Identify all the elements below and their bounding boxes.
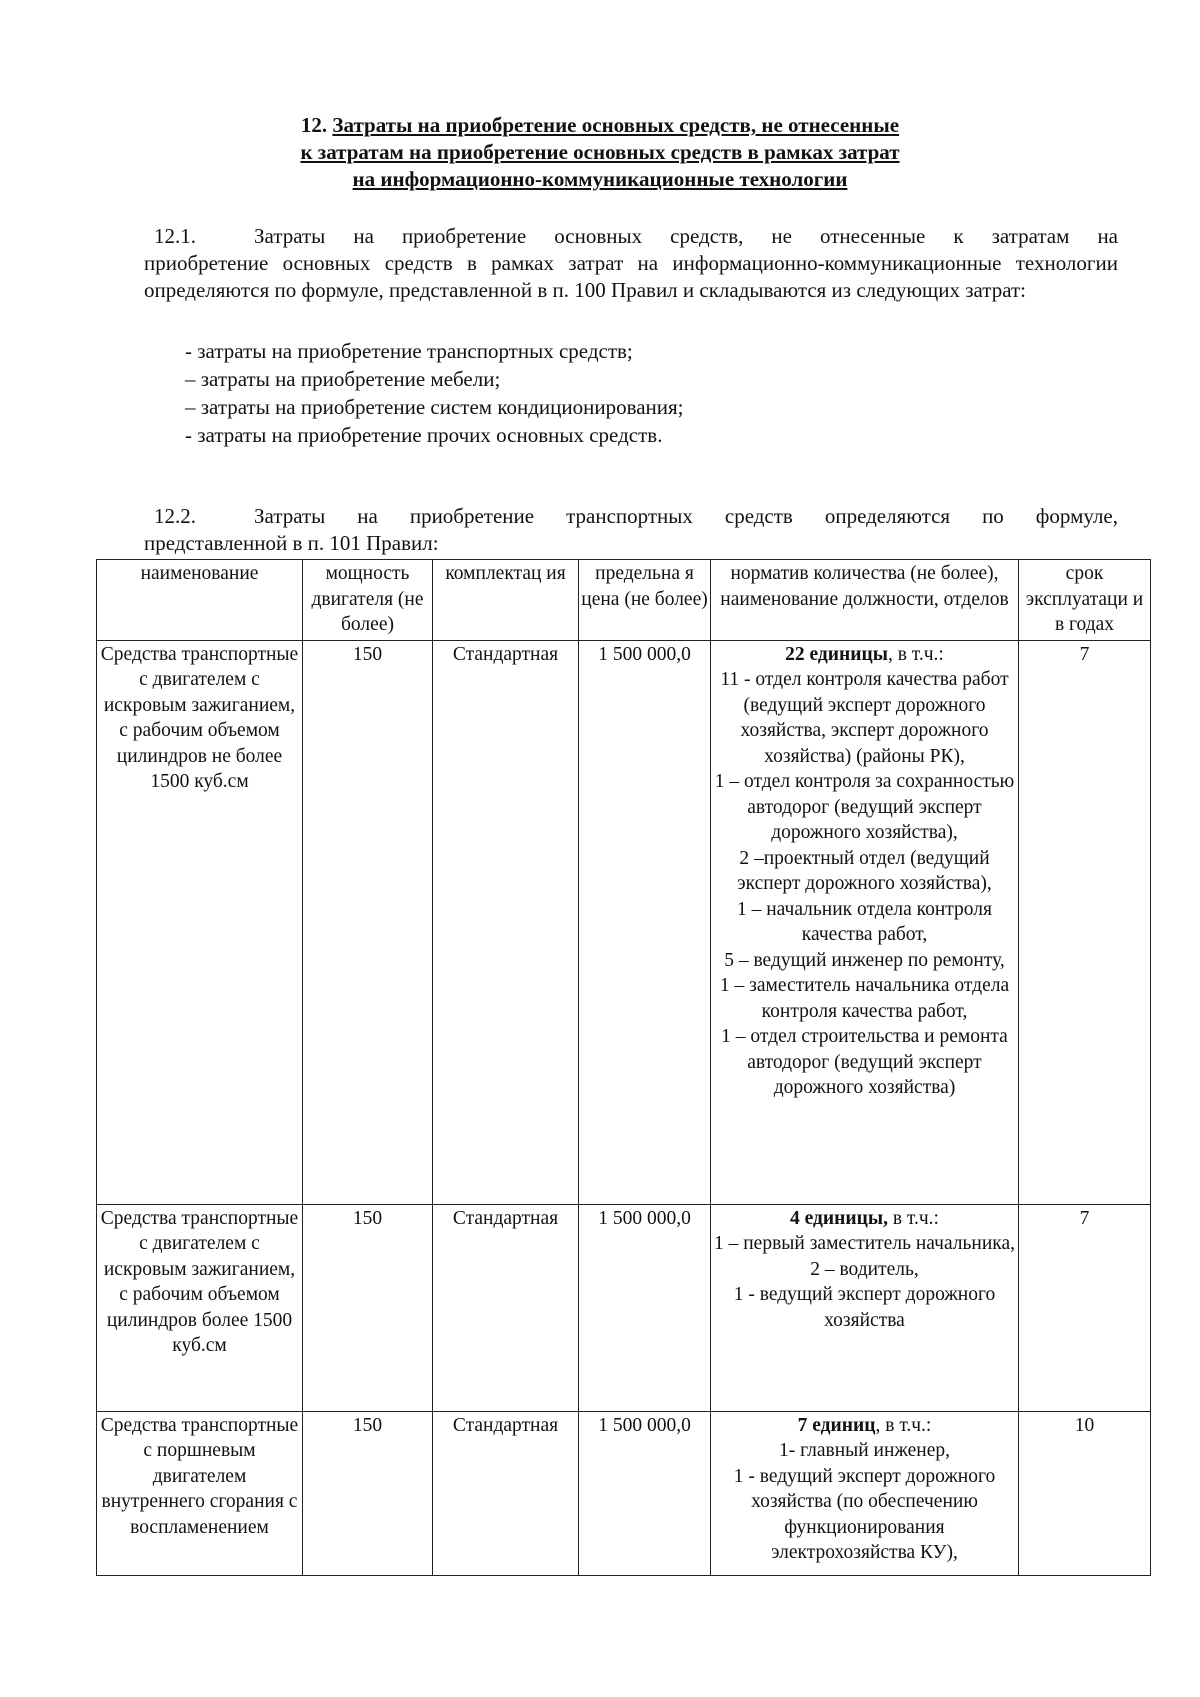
qty-line: 2 –проектный отдел (ведущий эксперт дорожного хозяйства), [737, 847, 992, 894]
qty-total-bold: 7 единиц [797, 1414, 876, 1436]
list-item: – затраты на приобретение систем кондиционирования; [185, 395, 684, 419]
cell-equipment: Стандартная [433, 640, 579, 1204]
list-item: - затраты на приобретение прочих основных средств. [185, 423, 663, 447]
cell-price: 1 500 000,0 [579, 640, 711, 1204]
qty-total-bold: 4 единицы, [790, 1207, 888, 1229]
qty-total-bold: 22 единицы [785, 643, 888, 665]
header-term: срок эксплуатаци и в годах [1019, 560, 1151, 641]
qty-line: 11 - отдел контроля качества работ (ведущий эксперт дорожного хозяйства, эксперт дорожного хозяйства) (районы РК), [720, 669, 1009, 767]
qty-total-suffix: в т.ч.: [887, 1207, 939, 1229]
qty-total [713, 642, 1016, 668]
cell-name: Средства транспортные с двигателем с искровым зажиганием, с рабочим объемом цилиндров не более 1500 куб.см [97, 640, 303, 1204]
header-name: наименование [97, 560, 303, 641]
qty-line: 5 – ведущий инженер по ремонту, [724, 949, 1005, 971]
qty-line: 1 – отдел контроля за сохранностью автодорог (ведущий эксперт дорожного хозяйства), [714, 771, 1015, 843]
qty-line: 1 - ведущий эксперт дорожного хозяйства [733, 1284, 996, 1331]
heading-number: 12. [300, 113, 328, 137]
qty-total [713, 1206, 1016, 1232]
qty-line: 2 – водитель, [810, 1258, 919, 1280]
qty-total-suffix: , в т.ч.: [887, 643, 944, 665]
heading-line-2: к затратам на приобретение основных средств в рамках затрат [300, 140, 900, 164]
table-row [97, 640, 1151, 1204]
cost-items-list [185, 337, 684, 449]
paragraph-12-2-first-line [144, 503, 1118, 530]
cell-equipment: Стандартная [433, 1411, 579, 1575]
header-price: предельна я цена (не более) [579, 560, 711, 641]
cell-norm [711, 1204, 1019, 1411]
paragraph-12-1-first-text: Затраты на приобретение основных средств, не отнесенные к затратам на [254, 224, 1118, 248]
cell-power: 150 [303, 1411, 433, 1575]
cell-norm [711, 1411, 1019, 1575]
table-row [97, 1204, 1151, 1411]
cell-name: Средства транспортные с поршневым двигателем внутреннего сгорания с воспламенением [97, 1411, 303, 1575]
list-item: – затраты на приобретение мебели; [185, 367, 501, 391]
cell-power: 150 [303, 1204, 433, 1411]
qty-line: 1 - ведущий эксперт дорожного хозяйства (по обеспечению функционирования электрохозяйства КУ), [733, 1465, 996, 1563]
cell-power: 150 [303, 640, 433, 1204]
paragraph-12-2-number: 12.2. [154, 504, 196, 528]
table-row [97, 1411, 1151, 1575]
cell-name: Средства транспортные с двигателем с искровым зажиганием, с рабочим объемом цилиндров более 1500 куб.см [97, 1204, 303, 1411]
heading-text-1: Затраты на приобретение основных средств, не отнесенные [332, 113, 900, 137]
qty-total [713, 1413, 1016, 1439]
qty-line: 1 – начальник отдела контроля качества работ, [736, 898, 992, 945]
cell-price: 1 500 000,0 [579, 1204, 711, 1411]
header-norm: норматив количества (не более), наименование должности, отделов [711, 560, 1019, 641]
cell-term: 10 [1019, 1411, 1151, 1575]
cell-equipment: Стандартная [433, 1204, 579, 1411]
paragraph-12-1 [144, 223, 1118, 304]
qty-line: 1 – первый заместитель начальника, [714, 1233, 1015, 1254]
paragraph-12-2 [144, 503, 1118, 557]
heading-line-3: на информационно-коммуникационные технологии [352, 167, 848, 191]
list-item: - затраты на приобретение транспортных средств; [185, 339, 633, 363]
cell-term: 7 [1019, 1204, 1151, 1411]
qty-total-suffix: , в т.ч.: [875, 1414, 932, 1436]
section-heading [180, 112, 1020, 193]
qty-line: 1- главный инженер, [778, 1440, 951, 1461]
paragraph-12-1-number: 12.1. [154, 224, 196, 248]
paragraph-12-2-body: представленной в п. 101 Правил: [144, 531, 439, 555]
paragraph-12-1-first-line [144, 223, 1118, 250]
cell-term: 7 [1019, 640, 1151, 1204]
cell-norm [711, 640, 1019, 1204]
qty-line: 1 – отдел строительства и ремонта автодорог (ведущий эксперт дорожного хозяйства) [721, 1026, 1008, 1098]
paragraph-12-2-first-text: Затраты на приобретение транспортных средств определяются по формуле, [254, 504, 1118, 528]
table-header-row [97, 560, 1151, 641]
vehicles-norm-table [96, 559, 1151, 1576]
header-power: мощность двигателя (не более) [303, 560, 433, 641]
paragraph-12-1-body: приобретение основных средств в рамках затрат на информационно-коммуникационные технологии определяются по формуле, представленной в п. 100 Правил и складываются из следующих затрат: [144, 251, 1118, 302]
header-equipment: комплектац ия [433, 560, 579, 641]
qty-line: 1 – заместитель начальника отдела контроля качества работ, [719, 975, 1010, 1022]
cell-price: 1 500 000,0 [579, 1411, 711, 1575]
heading-line-1 [180, 112, 1020, 139]
